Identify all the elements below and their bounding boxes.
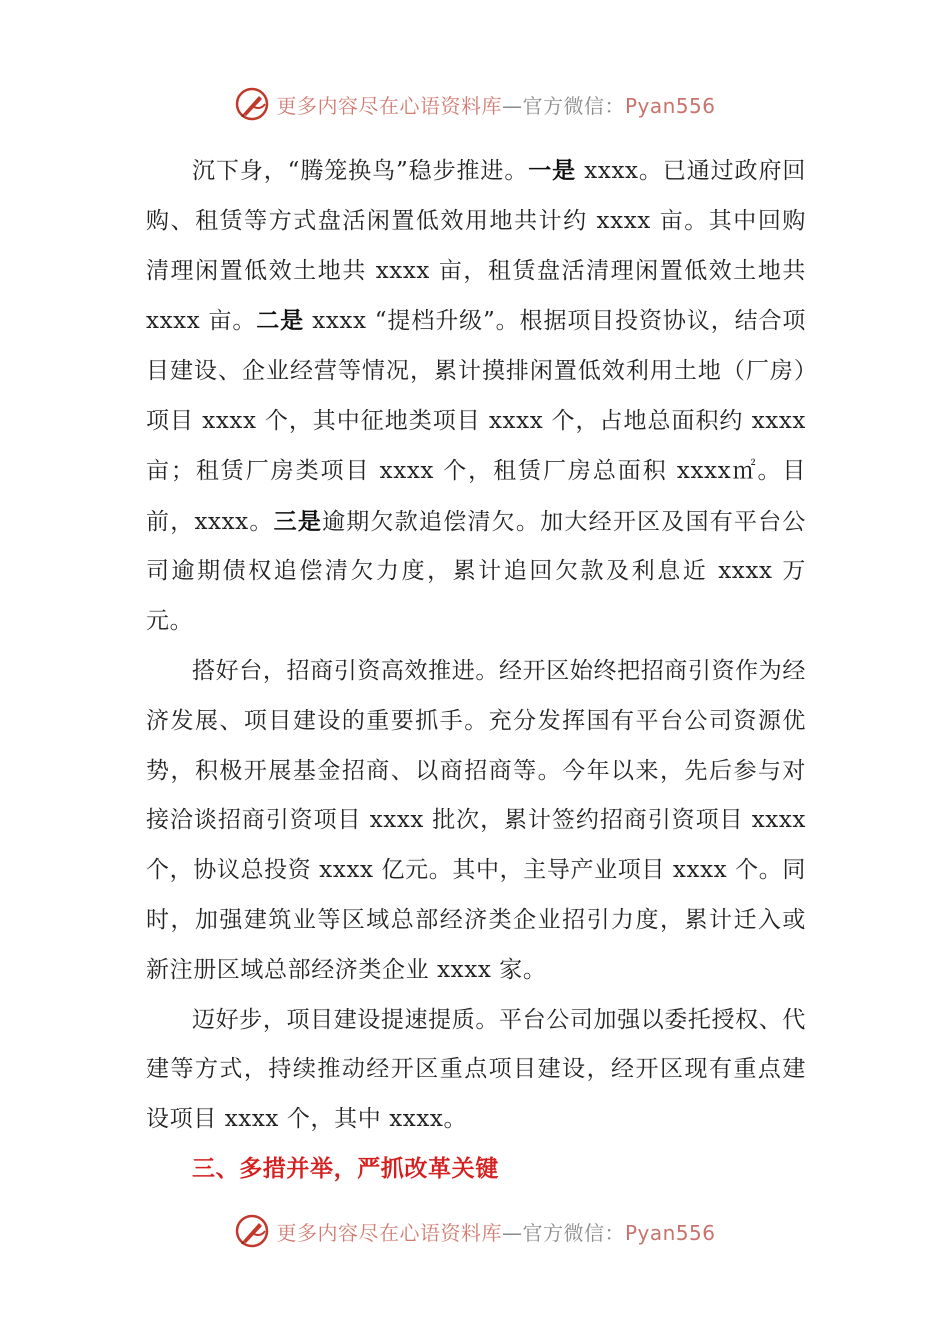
banner-label: 官方微信：: [522, 93, 625, 118]
document-body: [146, 146, 806, 1195]
bold-marker: 三是: [273, 507, 323, 535]
footer-banner: [0, 1211, 950, 1251]
paragraph-text: 迈好步，项目建设提速提质。平台公司加强以委托授权、代建等方式，持续推动经开区重点项目建设，经开区现有重点建设项目 xxxx 个，其中 xxxx。: [146, 1006, 806, 1133]
paragraph-text: xxxx “提档升级”。根据项目投资协议，结合项目建设、企业经营等情况，累计摸排闲置低效利用土地（厂房）项目 xxxx 个，其中征地类项目 xxxx 个，占地总面积约 xxxx 亩；租赁厂房类项目 xxxx 个，租赁厂房总面积 xxxx㎡。目前，xxxx。: [146, 308, 806, 535]
pen-logo-icon: [234, 86, 270, 122]
paragraph-3: [146, 996, 806, 1145]
pen-logo-icon: [234, 1213, 270, 1249]
paragraph-text: 搭好台，招商引资高效推进。经开区始终把招商引资作为经济发展、项目建设的重要抓手。充分发挥国有平台公司资源优势，积极开展基金招商、以商招商等。今年以来，先后参与对接洽谈招商引资项目 xxxx 批次，累计签约招商引资项目 xxxx 个，协议总投资 xxxx 亿元。其中，主导产业项目 xxxx 个。同时，加强建筑业等区域总部经济类企业招引力度，累计迁入或新注册区域总部经济类企业 xxxx 家。: [146, 657, 806, 983]
banner-wechat-id: Pyan556: [624, 1220, 716, 1245]
bold-marker: 二是: [256, 307, 305, 335]
banner-text: [276, 90, 715, 119]
paragraph-2: [146, 647, 806, 996]
paragraph-text: 沉下身，“腾笼换鸟”稳步推进。: [192, 158, 529, 184]
banner-site-text: 更多内容尽在心语资料库: [276, 93, 502, 118]
paragraph-1: [146, 146, 806, 647]
banner-separator: —: [501, 1220, 523, 1245]
paragraph-text: 逾期欠款追偿清欠。加大经开区及国有平台公司逾期债权追偿清欠力度，累计追回欠款及利息近 xxxx 万元。: [146, 508, 807, 635]
bold-marker: 一是: [528, 157, 577, 184]
banner-text: [276, 1217, 715, 1246]
banner-wechat-id: Pyan556: [624, 93, 716, 118]
banner-label: 官方微信：: [522, 1220, 625, 1245]
banner-separator: —: [501, 93, 523, 118]
banner-site-text: 更多内容尽在心语资料库: [276, 1220, 502, 1245]
section-heading: 三、多措并举，严抓改革关键: [192, 1155, 499, 1182]
header-banner: [0, 84, 950, 124]
paragraph-text: xxxx。已通过政府回购、租赁等方式盘活闲置低效用地共计约 xxxx 亩。其中回购清理闲置低效土地共 xxxx 亩，租赁盘活清理闲置低效土地共 xxxx 亩。: [146, 158, 806, 335]
